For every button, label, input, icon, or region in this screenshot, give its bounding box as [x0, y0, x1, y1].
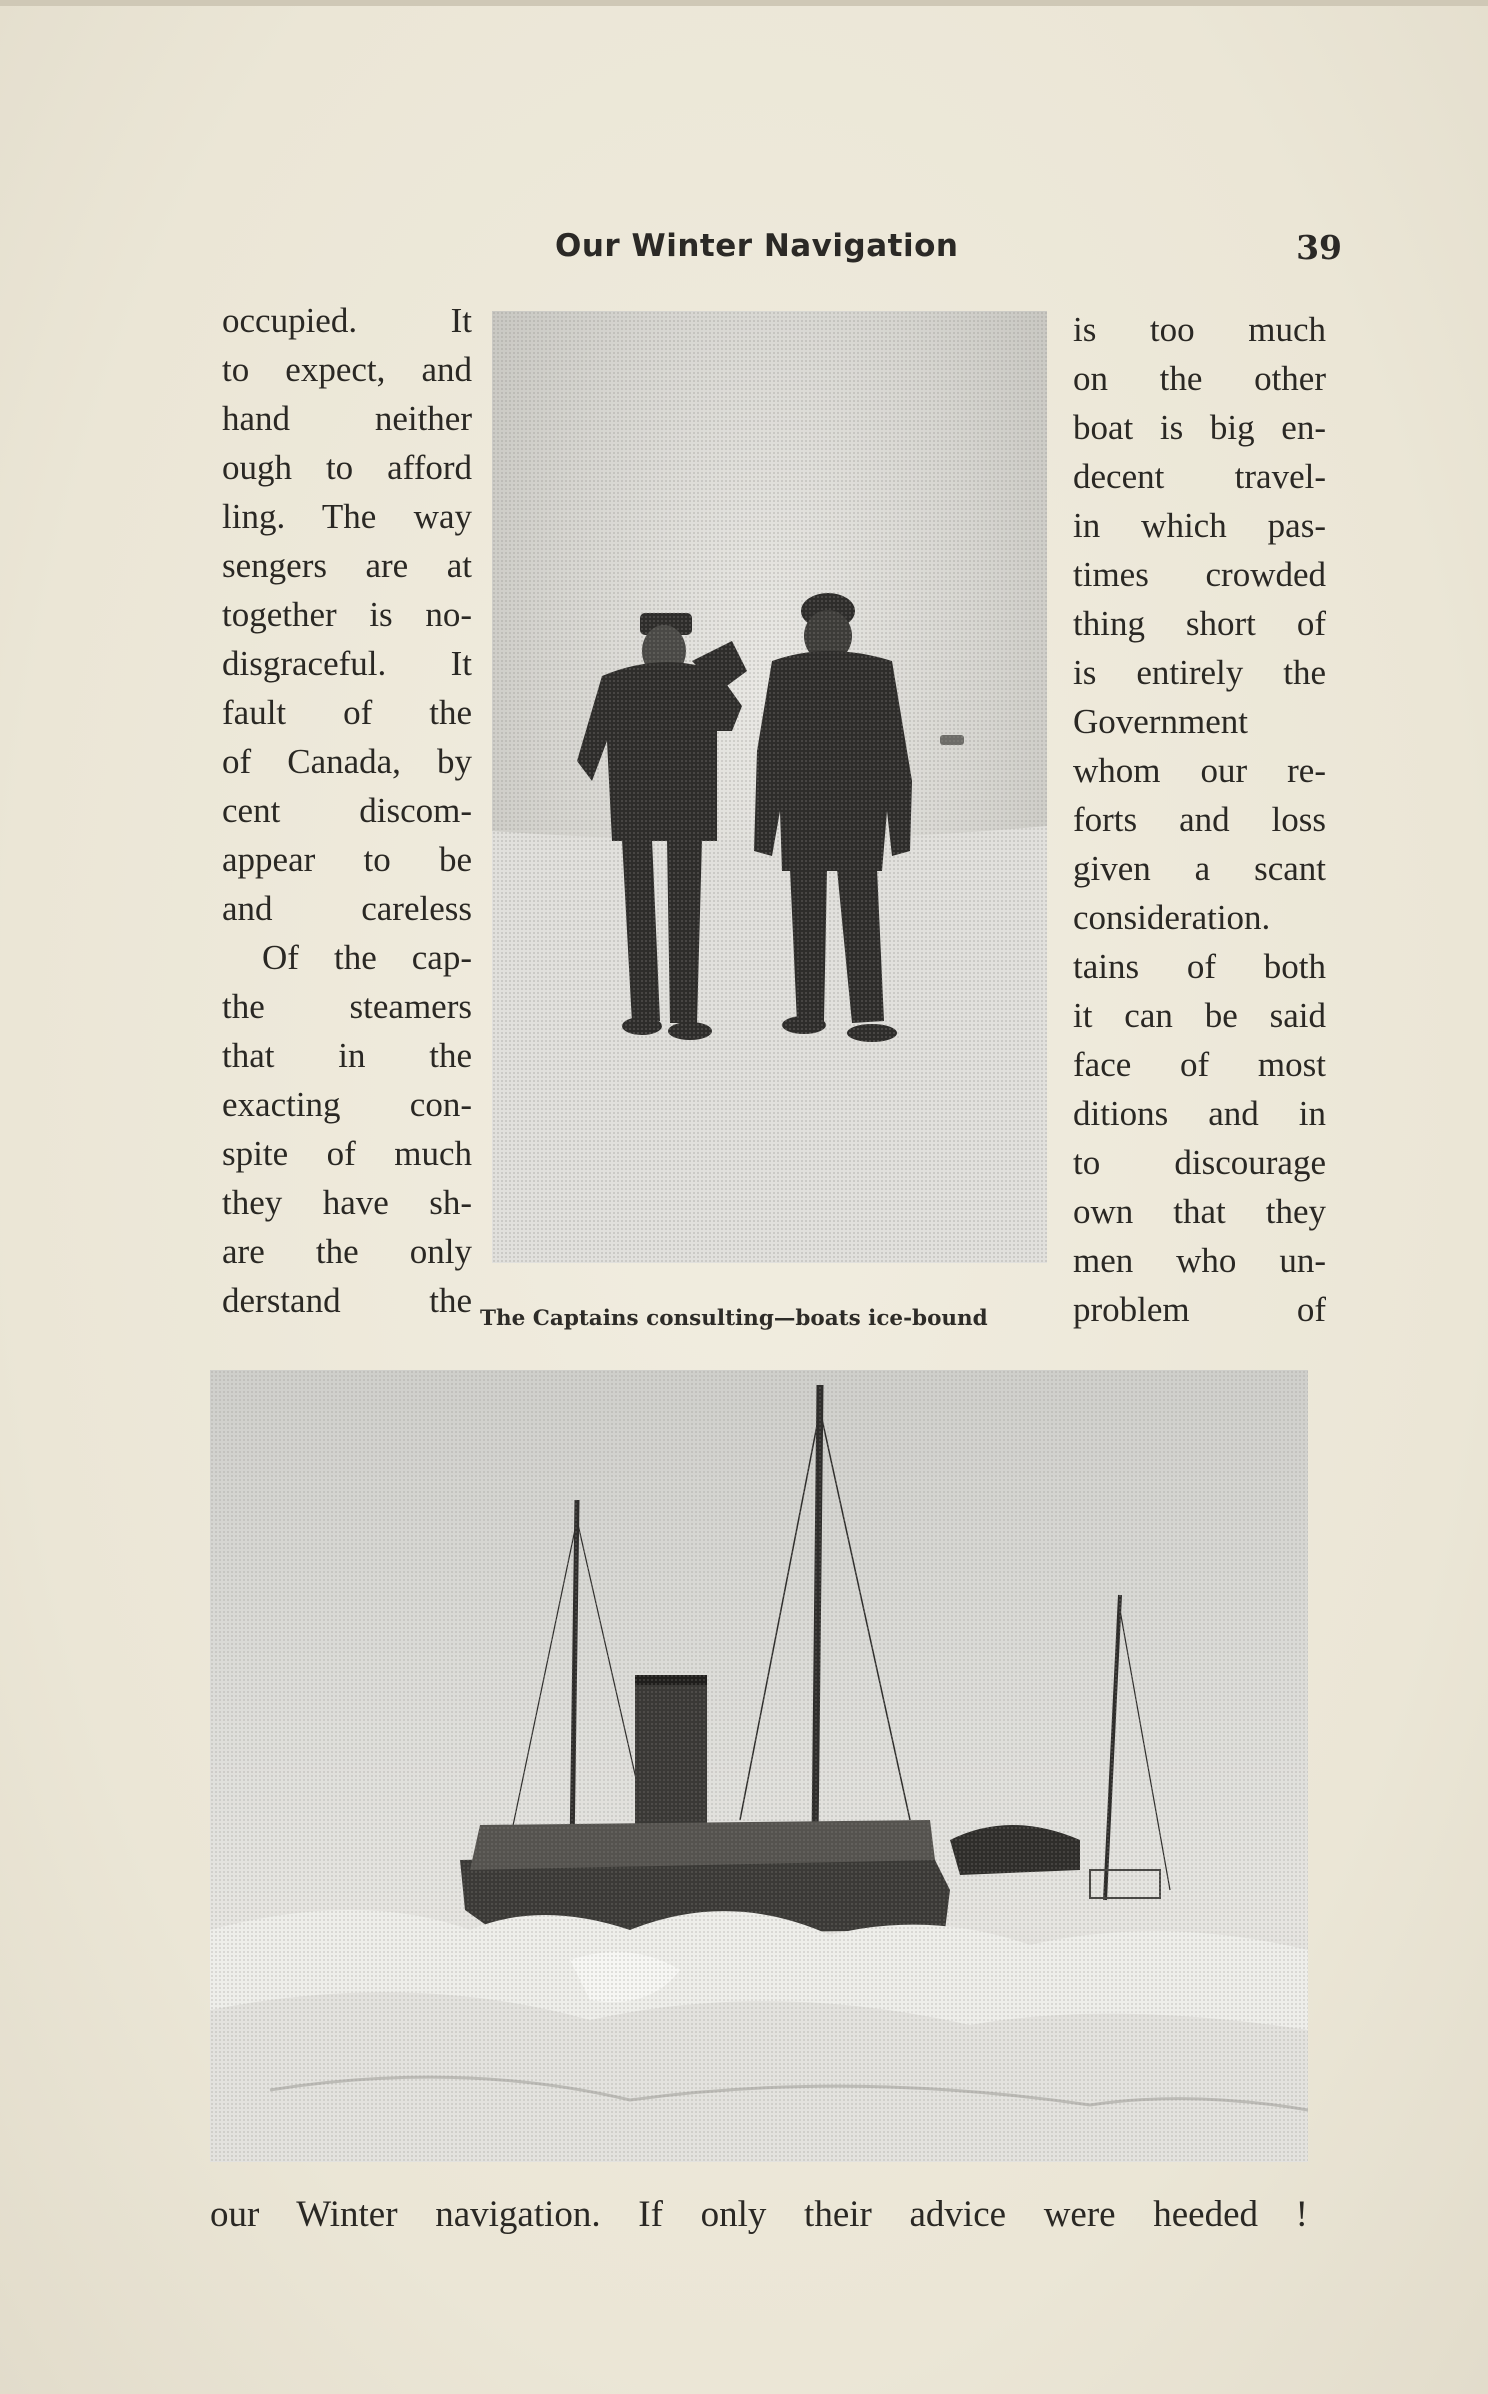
text-line: appear to be [222, 840, 472, 879]
right-text-column [1073, 305, 1326, 1334]
photo-icebound-steamer [210, 1370, 1308, 2162]
text-line: fault of the [222, 693, 472, 732]
text-line: of Canada, by [222, 742, 472, 781]
text-line: ditions and in [1073, 1094, 1326, 1133]
text-line: on the other [1073, 359, 1326, 398]
text-line: whom our re- [1073, 751, 1326, 790]
text-line: consideration. [1073, 898, 1271, 937]
text-line: forts and loss [1073, 800, 1326, 839]
text-line: they have sh- [222, 1183, 472, 1222]
text-line: own that they [1073, 1192, 1326, 1231]
text-line: ough to afford [222, 448, 472, 487]
text-line: together is no- [222, 595, 472, 634]
photo-two-captains-icon [492, 311, 1047, 1263]
text-line: in which pas- [1073, 506, 1326, 545]
text-line: derstand the [222, 1281, 472, 1320]
text-line: men who un- [1073, 1241, 1326, 1280]
text-line: Of the cap- [262, 938, 472, 977]
text-line: problem of [1073, 1290, 1326, 1329]
text-line: occupied. It [222, 301, 472, 340]
text-line: boat is big en- [1073, 408, 1326, 447]
text-line: that in the [222, 1036, 472, 1075]
page-number: 39 [1296, 228, 1342, 267]
text-line: face of most [1073, 1045, 1326, 1084]
text-line: is too much [1073, 310, 1326, 349]
text-line: times crowded [1073, 555, 1326, 594]
photo-caption: The Captains consulting—boats ice-bound [480, 1306, 988, 1331]
left-text-column [222, 296, 472, 1325]
closing-line: our Winter navigation. If only their advice were heeded ! [210, 2194, 1308, 2235]
text-line: thing short of [1073, 604, 1326, 643]
text-line: sengers are at [222, 546, 472, 585]
text-line: to discourage [1073, 1143, 1326, 1182]
page-top-edge [0, 0, 1488, 6]
running-title: Our Winter Navigation [555, 228, 959, 264]
text-line: spite of much [222, 1134, 472, 1173]
text-line: cent discom- [222, 791, 472, 830]
text-line: it can be said [1073, 996, 1326, 1035]
photo-captains [492, 311, 1047, 1263]
text-line: hand neither [222, 399, 472, 438]
text-line: decent travel- [1073, 457, 1326, 496]
text-line: given a scant [1073, 849, 1326, 888]
text-line: tains of both [1073, 947, 1326, 986]
photo-icebound-steamer-icon [210, 1370, 1308, 2162]
text-line: to expect, and [222, 350, 472, 389]
text-line: are the only [222, 1232, 472, 1271]
text-line: is entirely the [1073, 653, 1326, 692]
text-line: exacting con- [222, 1085, 472, 1124]
text-line: disgraceful. It [222, 644, 472, 683]
text-line: the steamers [222, 987, 472, 1026]
text-line: Government [1073, 702, 1248, 741]
text-line: ling. The way [222, 497, 472, 536]
text-line: and careless [222, 889, 472, 928]
